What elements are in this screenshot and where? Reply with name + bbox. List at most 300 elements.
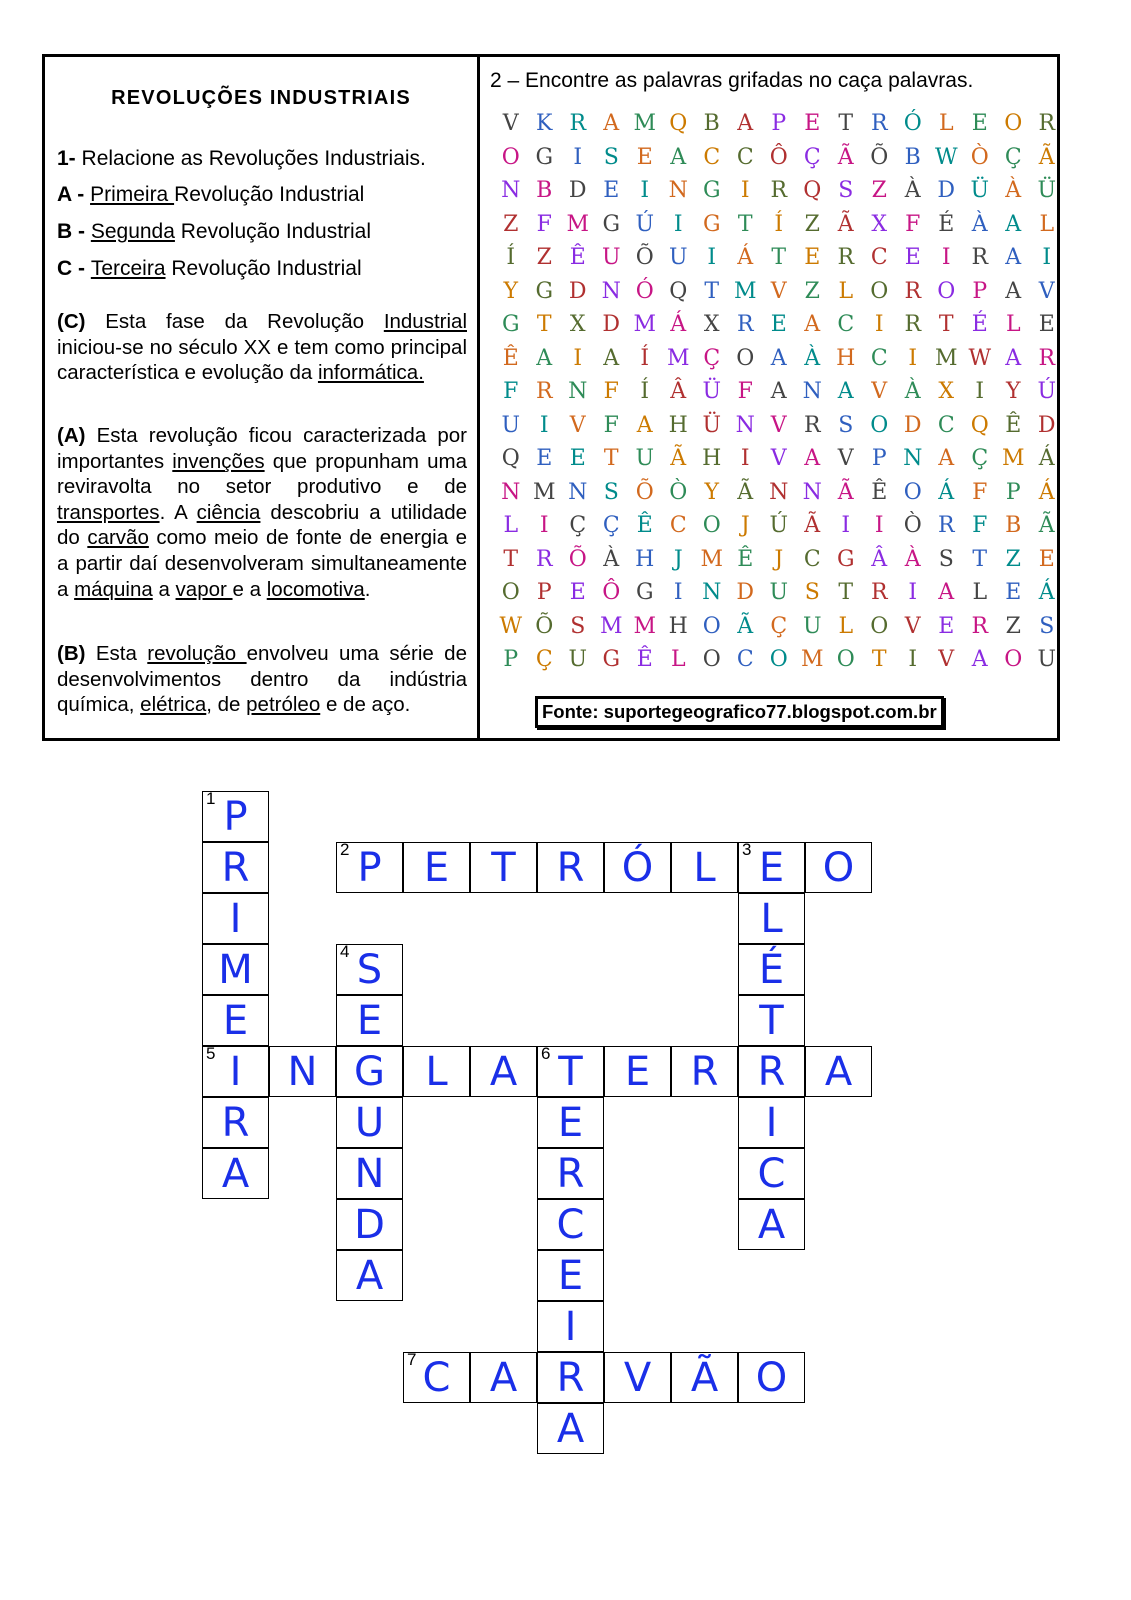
word-search-letter: E xyxy=(971,111,988,136)
word-search-letter: B xyxy=(1005,513,1022,538)
word-search-letter: E xyxy=(1005,580,1022,605)
word-search-letter: R xyxy=(971,613,989,639)
question-2: 2 – Encontre as palavras grifadas no caça palavras. xyxy=(490,69,974,92)
crossword-cell: P 2 xyxy=(336,842,403,893)
word-search-letter: Ò xyxy=(970,144,989,170)
option-rest: Revolução Industrial xyxy=(174,183,365,206)
crossword-cell: S 4 xyxy=(336,944,403,995)
word-search-letter: L xyxy=(1039,211,1055,237)
word-search-letter: M xyxy=(633,613,657,639)
word-search-letter: T xyxy=(838,580,854,605)
word-search-letter: A xyxy=(636,412,653,438)
word-search-letter: C xyxy=(937,412,955,438)
word-search-letter: S xyxy=(603,144,619,170)
para-underlined: elétrica xyxy=(140,693,207,717)
word-search-letter: A xyxy=(737,111,754,136)
word-search-letter: Z xyxy=(804,211,820,237)
word-search-letter: Ç xyxy=(770,613,788,639)
para-text: . A xyxy=(159,500,197,524)
para-text: envolveu uma série de desenvolvimentos dentro da indústria química, xyxy=(57,642,467,717)
crossword-cell: R xyxy=(671,1046,738,1097)
word-search-letter: X xyxy=(871,211,888,237)
word-search-letter: L xyxy=(503,513,519,538)
option-letter: B - xyxy=(57,220,91,243)
para-text: e de aço. xyxy=(320,693,411,717)
word-search-letter: D xyxy=(568,278,587,304)
para-underlined: vapor xyxy=(175,577,233,601)
word-search-letter: Í xyxy=(506,245,516,270)
word-search-letter: À xyxy=(904,546,921,572)
word-search-letter: A xyxy=(804,312,821,337)
para-text: Esta revolução ficou caracterizada por importantes xyxy=(57,424,467,473)
para-text: a xyxy=(152,577,176,601)
word-search-letter: U xyxy=(802,613,822,639)
word-search-letter: Ó xyxy=(635,278,654,304)
para-underlined: máquina xyxy=(74,577,153,601)
word-search-letter: A xyxy=(670,144,687,170)
word-search-letter: I xyxy=(908,647,918,672)
word-search-letter: F xyxy=(905,211,921,237)
word-search-letter: V xyxy=(770,412,787,438)
word-search-letter: N xyxy=(501,178,521,203)
word-search-letter: Ú xyxy=(635,211,655,237)
word-search-letter: M xyxy=(633,312,657,337)
word-search-letter: M xyxy=(1001,446,1025,471)
word-search-letter: C xyxy=(870,345,888,371)
crossword-cell: L xyxy=(738,893,805,944)
word-search-letter: F xyxy=(603,412,619,438)
word-search-letter: I xyxy=(573,144,583,170)
para-text: Esta xyxy=(85,642,148,665)
word-search-letter: W xyxy=(934,144,958,170)
word-search-letter: F xyxy=(972,513,988,538)
word-search-letter: Q xyxy=(970,412,989,438)
para-text: Esta fase da Revolução xyxy=(85,310,384,333)
word-search-letter: C xyxy=(669,513,687,538)
para-text: e a xyxy=(232,577,267,601)
word-search-letter: V xyxy=(1038,278,1055,304)
word-search-letter: M xyxy=(532,479,556,505)
word-search-letter: I xyxy=(1042,245,1052,270)
crossword-cell: G xyxy=(336,1046,403,1097)
word-search-letter: P xyxy=(771,111,787,136)
word-search-letter: Ç xyxy=(1004,144,1022,170)
word-search-letter: Ê xyxy=(737,546,754,572)
word-search-letter: Ê xyxy=(502,345,519,371)
crossword-cell: L xyxy=(671,842,738,893)
para-underlined: informática. xyxy=(317,361,424,385)
crossword-clue-number: 7 xyxy=(407,1350,417,1369)
word-search-letter: O xyxy=(769,647,788,672)
word-search-letter: L xyxy=(1005,312,1021,337)
word-search-letter: T xyxy=(938,312,954,337)
crossword-cell: A xyxy=(470,1352,537,1403)
crossword-cell: R xyxy=(537,842,604,893)
word-search-letter: R xyxy=(736,312,754,337)
para-underlined: invenções xyxy=(172,449,265,473)
word-search-letter: I xyxy=(673,580,683,605)
word-search-letter: U xyxy=(501,412,521,438)
word-search-letter: N xyxy=(702,580,722,605)
word-search-letter: Ã xyxy=(670,446,687,471)
word-search-letter: R xyxy=(770,178,788,203)
option-rest: Revolução Industrial xyxy=(174,220,372,243)
word-search-letter: M xyxy=(633,111,657,136)
word-search-letter: D xyxy=(903,412,922,438)
word-search-letter: Y xyxy=(704,479,720,505)
word-search-letter: Ã xyxy=(737,479,754,505)
word-search-letter: A xyxy=(1005,345,1022,371)
word-search-letter: Ó xyxy=(903,111,922,136)
para-underlined: carvão xyxy=(87,526,149,550)
word-search-letter: V xyxy=(871,379,888,404)
word-search-letter: Ã xyxy=(1038,513,1055,538)
crossword-cell: C xyxy=(537,1199,604,1250)
word-search-letter: A xyxy=(837,379,854,404)
para-text: . xyxy=(364,577,371,601)
word-search-letter: Z xyxy=(536,245,552,270)
para-underlined: petróleo xyxy=(246,693,321,717)
crossword-cell: E xyxy=(403,842,470,893)
word-search-letter: I xyxy=(573,345,583,371)
word-search-letter: X xyxy=(703,312,720,337)
word-search-letter: M xyxy=(700,546,724,572)
word-search-letter: Õ xyxy=(635,245,654,270)
word-search-letter: I xyxy=(539,513,549,538)
crossword-cell: C 7 xyxy=(403,1352,470,1403)
word-search-letter: U xyxy=(668,245,688,270)
word-search-letter: S xyxy=(804,580,820,605)
word-search-letter: Q xyxy=(669,111,688,136)
word-search-letter: H xyxy=(668,412,688,438)
crossword-clue-number: 6 xyxy=(541,1044,551,1063)
word-search-letter: T xyxy=(503,546,519,572)
word-search-letter: S xyxy=(1039,613,1055,639)
crossword-clue-number: 1 xyxy=(206,789,216,808)
word-search-letter: A xyxy=(770,345,787,371)
word-search-letter: I xyxy=(975,379,985,404)
crossword-cell: Ã xyxy=(671,1352,738,1403)
crossword-cell: R xyxy=(537,1148,604,1199)
word-search-letter: Ê xyxy=(569,245,586,270)
word-search-letter: V xyxy=(770,446,787,471)
word-search-letter: G xyxy=(501,312,520,337)
para-text: , de xyxy=(206,693,247,717)
word-search-letter: V xyxy=(569,412,586,438)
crossword-cell: C xyxy=(738,1148,805,1199)
word-search-letter: O xyxy=(736,345,755,371)
word-search-letter: Õ xyxy=(635,479,654,505)
crossword-cell: T xyxy=(738,995,805,1046)
crossword-cell: U xyxy=(336,1097,403,1148)
word-search-letter: Á xyxy=(670,312,687,337)
word-search-letter: T xyxy=(972,546,988,572)
word-search-letter: I xyxy=(740,446,750,471)
word-search-letter: C xyxy=(837,312,855,337)
word-search-letter: I xyxy=(673,211,683,237)
word-search-letter: Ü xyxy=(970,178,990,203)
word-search-letter: L xyxy=(838,278,854,304)
word-search-letter: E xyxy=(1038,312,1055,337)
word-search-letter: T xyxy=(704,278,720,304)
word-search-letter: S xyxy=(570,613,586,639)
word-search-letter: M xyxy=(566,211,590,237)
word-search-letter: Ê xyxy=(636,513,653,538)
word-search-letter: Õ xyxy=(535,613,554,639)
word-search-letter: U xyxy=(568,647,588,672)
word-search-letter: V xyxy=(904,613,921,639)
word-search-letter: Ã xyxy=(804,513,821,538)
word-search-letter: E xyxy=(938,613,955,639)
word-search-letter: Ç xyxy=(971,446,989,471)
word-search-letter: I xyxy=(707,245,717,270)
word-search-letter: A xyxy=(603,111,620,136)
word-search-letter: R xyxy=(904,278,922,304)
crossword-clue-number: 2 xyxy=(340,840,350,859)
word-search-letter: I xyxy=(640,178,650,203)
word-search-letter: O xyxy=(937,278,956,304)
word-search-letter: Í xyxy=(640,379,650,404)
para-letter: (B) xyxy=(57,642,86,665)
word-search-letter: E xyxy=(904,245,921,270)
crossword-cell: P 1 xyxy=(202,791,269,842)
word-search-letter: V xyxy=(837,446,854,471)
word-search-letter: G xyxy=(535,278,554,304)
word-search-letter: E xyxy=(536,446,553,471)
word-search-letter: E xyxy=(569,446,586,471)
word-search-letter: Z xyxy=(1005,613,1021,639)
word-search-letter: Í xyxy=(640,345,650,371)
word-search-letter: M xyxy=(934,345,958,371)
word-search-letter: Ç xyxy=(569,513,587,538)
word-search-letter: Z xyxy=(871,178,887,203)
word-search-letter: E xyxy=(636,144,653,170)
word-search-letter: V xyxy=(502,111,519,136)
word-search-letter: T xyxy=(536,312,552,337)
word-search-letter: O xyxy=(836,647,855,672)
option-word: Segunda xyxy=(90,220,175,243)
para-underlined: locomotiva xyxy=(266,577,365,601)
word-search-letter: J xyxy=(774,546,784,572)
word-search-letter: V xyxy=(770,278,787,304)
word-search-letter: H xyxy=(635,546,655,572)
word-search-letter: N xyxy=(668,178,688,203)
crossword-clue-number: 5 xyxy=(206,1044,216,1063)
word-search-letter: R xyxy=(870,111,888,136)
word-search-letter: C xyxy=(803,546,821,572)
word-search-letter: O xyxy=(501,144,520,170)
crossword-cell: O xyxy=(738,1352,805,1403)
crossword-cell: V xyxy=(604,1352,671,1403)
para-underlined: Industrial xyxy=(383,310,467,333)
word-search-letter: Á xyxy=(1038,580,1055,605)
word-search-letter: E xyxy=(804,111,821,136)
word-search-letter: R xyxy=(535,379,553,404)
word-search-letter: S xyxy=(938,546,954,572)
word-search-letter: P xyxy=(536,580,552,605)
word-search-letter: W xyxy=(499,613,523,639)
word-search-letter: A xyxy=(1005,278,1022,304)
word-search-letter: Â xyxy=(670,379,687,404)
word-search-letter: G xyxy=(702,211,721,237)
word-search-letter: Ã xyxy=(737,613,754,639)
word-search-letter: I xyxy=(908,580,918,605)
crossword-cell: R xyxy=(738,1046,805,1097)
word-search-letter: R xyxy=(870,580,888,605)
option-word: Terceira xyxy=(90,257,166,280)
para-underlined: revolução xyxy=(147,642,247,665)
word-search-letter: Z xyxy=(503,211,519,237)
word-search-letter: N xyxy=(903,446,923,471)
word-search-letter: Ò xyxy=(903,513,922,538)
crossword-cell: A xyxy=(336,1250,403,1301)
word-search-letter: O xyxy=(903,479,922,505)
word-search-letter: Q xyxy=(669,278,688,304)
worksheet-title: REVOLUÇÕES INDUSTRIAIS xyxy=(111,87,411,109)
word-search-letter: Õ xyxy=(568,546,587,572)
word-search-letter: X xyxy=(569,312,586,337)
word-search-letter: Ò xyxy=(669,479,688,505)
word-search-letter: À xyxy=(1005,178,1022,203)
crossword-cell: D xyxy=(336,1199,403,1250)
word-search-letter: A xyxy=(536,345,553,371)
word-search-letter: E xyxy=(804,245,821,270)
word-search-letter: Ç xyxy=(703,345,721,371)
word-search-letter: O xyxy=(1004,647,1023,672)
word-search-letter: L xyxy=(938,111,954,136)
crossword-cell: N xyxy=(269,1046,336,1097)
word-search-letter: U xyxy=(769,580,789,605)
crossword-cell: A xyxy=(805,1046,872,1097)
word-search-letter: F xyxy=(972,479,988,505)
option-rest: Revolução Industrial xyxy=(165,257,362,280)
word-search-letter: R xyxy=(904,312,922,337)
word-search-letter: O xyxy=(870,278,889,304)
word-search-letter: É xyxy=(938,211,955,237)
word-search-letter: Ê xyxy=(871,479,888,505)
word-search-letter: Ã xyxy=(837,144,854,170)
word-search-letter: Ç xyxy=(602,513,620,538)
word-search-letter: U xyxy=(635,446,655,471)
word-search-letter: O xyxy=(870,613,889,639)
q1-text: Relacione as Revoluções Industriais. xyxy=(75,147,426,170)
crossword-cell: Ó xyxy=(604,842,671,893)
word-search-letter: O xyxy=(870,412,889,438)
word-search-letter: Ü xyxy=(702,412,722,438)
word-search-letter: D xyxy=(568,178,587,203)
word-search-letter: Á xyxy=(938,479,955,505)
para-underlined: ciência xyxy=(196,500,261,524)
word-search-letter: L xyxy=(972,580,988,605)
word-search-letter: I xyxy=(941,245,951,270)
word-search-letter: F xyxy=(536,211,552,237)
word-search-letter: Z xyxy=(1005,546,1021,572)
word-search-letter: Ô xyxy=(769,144,788,170)
word-search-letter: M xyxy=(666,345,690,371)
word-search-letter: Q xyxy=(501,446,520,471)
crossword-cell: R xyxy=(202,842,269,893)
para-text: descobriu a utilidade do xyxy=(57,500,468,550)
word-search-letter: N xyxy=(802,379,822,404)
crossword-cell: E 3 xyxy=(738,842,805,893)
word-search-letter: Ç xyxy=(535,647,553,672)
word-search-letter: U xyxy=(601,245,621,270)
word-search-letter: Ã xyxy=(837,479,854,505)
word-search-letter: O xyxy=(702,613,721,639)
word-search-letter: N xyxy=(769,479,789,505)
crossword-cell: A xyxy=(202,1148,269,1199)
word-search-letter: G xyxy=(602,647,621,672)
word-search-letter: E xyxy=(770,312,787,337)
word-search-letter: G xyxy=(635,580,654,605)
word-search-letter: Y xyxy=(503,278,519,304)
word-search-letter: Ã xyxy=(837,211,854,237)
word-search-letter: Ü xyxy=(1037,178,1057,203)
word-search-letter: A xyxy=(1005,245,1022,270)
crossword-cell: R xyxy=(202,1097,269,1148)
crossword-cell: M xyxy=(202,944,269,995)
word-search-letter: C xyxy=(736,144,754,170)
word-search-letter: G xyxy=(535,144,554,170)
word-search-letter: R xyxy=(971,245,989,270)
crossword-cell: A xyxy=(537,1403,604,1454)
option-letter: C - xyxy=(57,257,91,280)
para-underlined: transportes xyxy=(57,500,160,524)
word-search-letter: O xyxy=(702,513,721,538)
crossword-cell: E xyxy=(202,995,269,1046)
word-search-letter: G xyxy=(602,211,621,237)
crossword-cell: É xyxy=(738,944,805,995)
word-search-letter: T xyxy=(838,111,854,136)
option-word: Primeira xyxy=(90,183,175,206)
word-search-letter: Á xyxy=(1038,479,1055,505)
word-search-letter: T xyxy=(737,211,753,237)
word-search-letter: Ê xyxy=(1005,412,1022,438)
word-search-letter: E xyxy=(603,178,620,203)
word-search-letter: N xyxy=(735,412,755,438)
crossword-cell: E xyxy=(537,1250,604,1301)
word-search-letter: R xyxy=(837,245,855,270)
word-search-letter: I xyxy=(740,178,750,203)
word-search-letter: Ã xyxy=(1038,144,1055,170)
word-search-letter: N xyxy=(601,278,621,304)
word-search-letter: I xyxy=(874,513,884,538)
word-search-letter: Á xyxy=(737,245,754,270)
word-search-letter: C xyxy=(703,144,721,170)
word-search-letter: N xyxy=(568,479,588,505)
word-search-letter: Ç xyxy=(803,144,821,170)
word-search-letter: O xyxy=(702,647,721,672)
word-search-letter: Ô xyxy=(602,580,621,605)
q1-number: 1- xyxy=(57,147,76,170)
word-search-letter: P xyxy=(503,647,519,672)
word-search-letter: G xyxy=(836,546,855,572)
word-search-letter: M xyxy=(599,613,623,639)
word-search-letter: R xyxy=(1038,345,1056,371)
crossword-cell: I 5 xyxy=(202,1046,269,1097)
word-search-letter: I xyxy=(874,312,884,337)
word-search-letter: S xyxy=(603,479,619,505)
word-search-letter: G xyxy=(702,178,721,203)
source-box: Fonte: suportegeografico77.blogspot.com.br xyxy=(535,696,944,728)
word-search-letter: Õ xyxy=(870,144,889,170)
word-search-letter: F xyxy=(503,379,519,404)
word-search-letter: F xyxy=(603,379,619,404)
word-search-letter: I xyxy=(841,513,851,538)
word-search-letter: À xyxy=(804,345,821,371)
word-search-letter: Z xyxy=(804,278,820,304)
para-text: que propunham uma reviravolta no setor produtivo e de xyxy=(57,449,467,499)
